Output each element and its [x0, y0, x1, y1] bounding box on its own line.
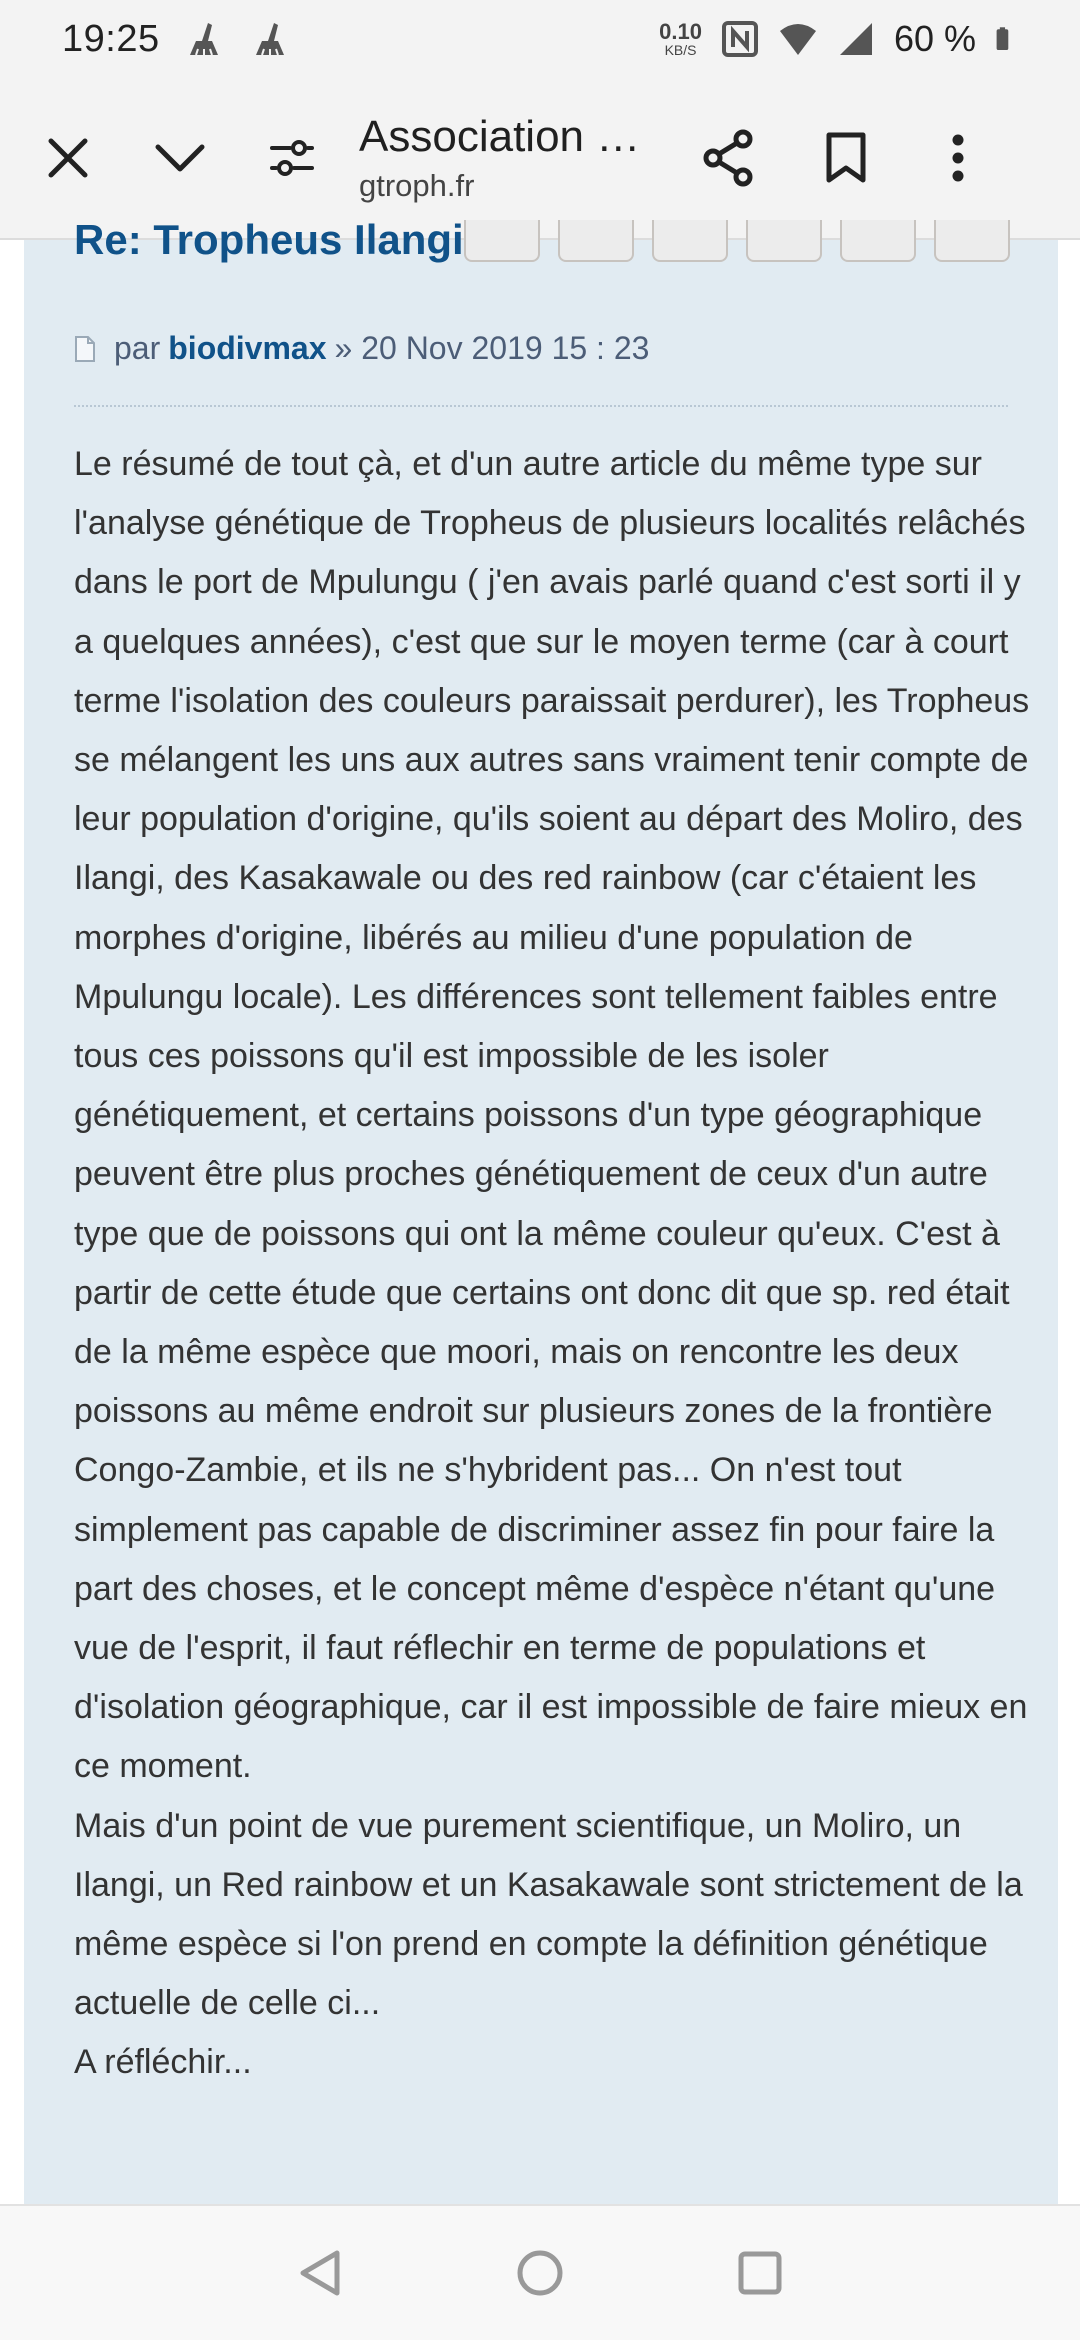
more-options-button[interactable]: [913, 113, 1003, 203]
post-action-button[interactable]: [464, 220, 540, 262]
post-date: » 20 Nov 2019 15 : 23: [334, 330, 650, 366]
network-speed: [659, 21, 702, 57]
post-action-buttons: [464, 220, 1010, 262]
status-time: 19:25: [62, 17, 160, 60]
minimize-button[interactable]: [135, 113, 225, 203]
page-settings-icon: [268, 138, 316, 178]
page-title: Association …: [359, 112, 641, 161]
nav-back-button[interactable]: [270, 2223, 370, 2323]
page-url: gtroph.fr: [359, 168, 475, 203]
post-paragraph: A réfléchir...: [74, 2043, 252, 2082]
nav-recents-button[interactable]: [710, 2223, 810, 2323]
author-link[interactable]: biodivmax: [168, 330, 327, 366]
page-settings-button[interactable]: [247, 113, 337, 203]
share-button[interactable]: [683, 113, 773, 203]
home-circle-icon: [515, 2248, 565, 2298]
web-content[interactable]: [0, 216, 1080, 2204]
back-triangle-icon: [297, 2248, 343, 2298]
network-speed-value: 0.10: [659, 19, 702, 44]
chevron-down-icon: [154, 141, 206, 175]
battery-icon: [994, 19, 1020, 59]
post-action-button[interactable]: [746, 220, 822, 262]
meta-prefix: par: [114, 330, 161, 366]
bookmark-button[interactable]: [801, 113, 891, 203]
nfc-icon: [720, 19, 760, 59]
more-vert-icon: [950, 133, 966, 183]
share-icon: [701, 129, 755, 187]
post-action-button[interactable]: [934, 220, 1010, 262]
forum-post: [24, 216, 1058, 2204]
signal-icon: [836, 19, 876, 59]
post-document-icon: [74, 335, 96, 363]
divider: [74, 405, 1008, 407]
post-paragraph: Mais d'un point de vue purement scientifique, un Moliro, un Ilangi, un Red rainbow et un Kasakawale sont strictement de la même espèce si l'on prend en compte la définition génétique actuelle de celle ci...: [74, 1806, 1023, 2023]
post-paragraph: Le résumé de tout çà, et d'un autre article du même type sur l'analyse génétique de Tropheus de plusieurs localités relâchés dans le port de Mpulungu ( j'en avais parlé quand c'est sorti il y a quelques années), c'est que sur le moyen terme (car à court terme l'isolation des couleurs paraissait perdurer), les Tropheus se mélangent les uns aux autres sans vraiment tenir compte de leur population d'origine, qu'ils soient au départ des Moliro, des Ilangi, des Kasakawale ou des red rainbow (car c'étaient les morphes d'origine, libérés au milieu d'une population de Mpulungu locale). Les différences sont tellement faibles entre tous ces poissons qu'il est impossible de les isoler génétiquement, et certains poissons d'un type géographique peuvent être plus proches génétiquement de ceux d'un autre type que de poissons qui ont la même couleur qu'eux. C'est à partir de cette étude que certains ont donc dit que sp. red était de la même espèce que moori, mais on rencontre les deux poissons au même endroit sur plusieurs zones de la frontière Congo-Zambie, et ils ne s'hybrident pas... On n'est tout simplement pas capable de discriminer assez fin pour faire la part des choses, et le concept même d'espèce n'étant qu'une vue de l'esprit, il faut réflechir en terme de populations et d'isolation géographique, car il est impossible de faire mieux en ce moment.: [74, 445, 1030, 1786]
tab-title-area[interactable]: [359, 112, 659, 204]
paint-brush-icon: [248, 19, 292, 59]
post-action-button[interactable]: [652, 220, 728, 262]
post-meta: [74, 330, 649, 367]
recents-square-icon: [736, 2249, 784, 2297]
status-bar: [0, 0, 1080, 78]
network-speed-unit: KB/S: [664, 42, 697, 58]
close-button[interactable]: [23, 113, 113, 203]
post-body: [74, 435, 1034, 2093]
post-action-button[interactable]: [840, 220, 916, 262]
nav-home-button[interactable]: [490, 2223, 590, 2323]
system-nav-bar: [0, 2204, 1080, 2340]
close-icon: [45, 135, 91, 181]
bookmark-icon: [824, 130, 868, 186]
battery-percent: 60 %: [893, 18, 976, 59]
paint-brush-icon: [182, 19, 226, 59]
wifi-icon: [778, 19, 818, 59]
post-action-button[interactable]: [558, 220, 634, 262]
post-title[interactable]: Re: Tropheus Ilangi: [74, 216, 464, 263]
